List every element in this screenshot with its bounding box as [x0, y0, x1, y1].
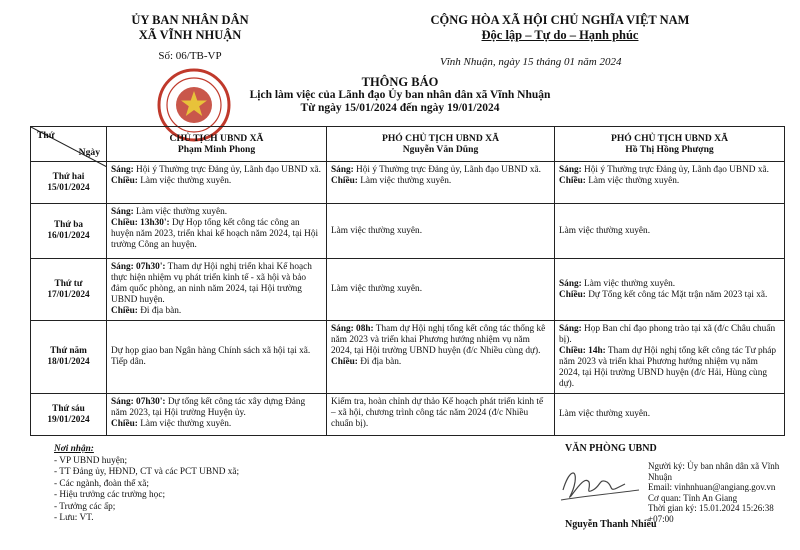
corner-label-bottom: Ngày: [78, 147, 100, 158]
schedule-cell: [107, 162, 327, 204]
signature-email: Email: vinhnhuan@angiang.gov.vn: [648, 482, 776, 492]
schedule-cell: [327, 204, 555, 259]
afternoon-label: Chiều:: [111, 176, 138, 186]
nation-name: CỘNG HÒA XÃ HỘI CHỦ NGHĨA VIỆT NAM: [430, 13, 690, 27]
morning-label: Sáng:: [559, 165, 582, 175]
schedule-text: Dự họp giao ban Ngân hàng Chính sách xã hội tại xã. Tiếp dân.: [111, 346, 311, 367]
title-line-3: Từ ngày 15/01/2024 đến ngày 19/01/2024: [300, 102, 500, 114]
afternoon-label: Chiều:: [111, 306, 138, 316]
signature-org: Cơ quan: Tỉnh An Giang: [648, 492, 738, 503]
morning-text: Hội ý Thường trực Đảng ủy, Lãnh đạo UBND xã.: [133, 165, 321, 175]
morning-text: Làm việc thường xuyên.: [133, 207, 228, 217]
day-name: Thứ ba: [53, 220, 84, 230]
table-row: [31, 259, 785, 321]
column-header: [555, 127, 785, 162]
afternoon-text: Làm việc thường xuyên.: [357, 176, 452, 186]
schedule-cell: [555, 162, 785, 204]
recipients-label: Nơi nhận:: [54, 444, 94, 454]
place-date: Vĩnh Nhuận, ngày 15 tháng 01 năm 2024: [440, 56, 622, 68]
column-role: PHÓ CHỦ TỊCH UBND XÃ: [610, 133, 729, 144]
afternoon-text: Làm việc thường xuyên.: [137, 419, 232, 429]
afternoon-text: Làm việc thường xuyên.: [585, 176, 680, 186]
list-item: - VP UBND huyện;: [54, 455, 128, 466]
schedule-cell: [555, 394, 785, 436]
day-date: 16/01/2024: [47, 231, 90, 241]
list-item: - Hiệu trưởng các trường học;: [54, 490, 166, 500]
day-name: Thứ tư: [54, 278, 83, 289]
day-date: 18/01/2024: [47, 357, 90, 367]
schedule-table: [30, 126, 785, 436]
corner-cell: [31, 127, 107, 162]
table-row: [31, 204, 785, 259]
handwritten-signature-icon: [555, 460, 645, 510]
afternoon-text: Dự Họp tổng kết công tác công an huyện năm 2023, triển khai kế hoạch năm 2024, tại Hội trường Công an huyện.: [111, 218, 319, 250]
day-cell: [31, 321, 107, 394]
day-cell: [31, 204, 107, 259]
national-motto: Độc lập – Tự do – Hạnh phúc: [481, 28, 639, 42]
morning-text: Tham dự Hội nghị triển khai Kế hoạch thực hiện nhiệm vụ phát triển kinh tế - xã hội và bảo đảm quốc phòng, an ninh năm 2024, tại Hội trường UBND huyện.: [111, 262, 312, 305]
morning-label: Sáng:: [111, 207, 134, 217]
day-cell: [31, 162, 107, 204]
column-person: Hồ Thị Hồng Phượng: [625, 144, 714, 155]
column-role: CHỦ TỊCH UBND XÃ: [169, 133, 264, 144]
morning-label: Sáng: 08h:: [331, 324, 374, 334]
table-row: [31, 394, 785, 436]
column-header: [327, 127, 555, 162]
list-item: - Lưu: VT.: [54, 513, 94, 523]
agency-header: [90, 13, 290, 64]
day-date: 15/01/2024: [47, 182, 90, 193]
day-name: Thứ hai: [52, 171, 85, 182]
schedule-cell: [327, 394, 555, 436]
day-name: Thứ năm: [50, 346, 87, 356]
column-person: Nguyễn Văn Dũng: [402, 144, 479, 155]
signature-time: Thời gian ký: 15.01.2024 15:26:38 +07:00: [648, 503, 774, 524]
day-name: Thứ sáu: [52, 403, 85, 414]
afternoon-label: Chiều:: [559, 176, 586, 186]
morning-label: Sáng:: [331, 165, 354, 175]
schedule-text: Làm việc thường xuyên.: [559, 409, 651, 419]
morning-text: Hội ý Thường trực Đảng ủy, Lãnh đạo UBND xã.: [353, 165, 541, 175]
notice-title: [0, 76, 800, 115]
afternoon-label: Chiều: 14h:: [559, 346, 606, 356]
recipients-block: [54, 444, 239, 525]
signer-name: Nguyễn Thanh Nhiều: [565, 519, 657, 530]
list-item: - Các ngành, đoàn thể xã;: [54, 478, 150, 489]
morning-label: Sáng:: [559, 278, 582, 289]
schedule-cell: [555, 321, 785, 394]
afternoon-label: Chiều: 13h30':: [111, 218, 170, 228]
table-header-row: [31, 127, 785, 162]
morning-label: Sáng: 07h30':: [111, 397, 166, 407]
afternoon-label: Chiều:: [331, 176, 358, 186]
schedule-cell: [327, 259, 555, 321]
schedule-cell: [107, 204, 327, 259]
agency-line-2: XÃ VĨNH NHUẬN: [138, 28, 242, 42]
morning-text: Tham dự Hội nghị tổng kết công tác thống kê năm 2023 và triển khai Phương hướng nhiệm vụ năm 2024, tại Hội trường UBND huyện (đ/c Nhiều cùng dự).: [331, 324, 546, 356]
column-role: PHÓ CHỦ TỊCH UBND XÃ: [381, 133, 500, 144]
nation-header: [350, 13, 770, 43]
list-item: - Trưởng các ấp;: [54, 501, 116, 512]
schedule-cell: [107, 259, 327, 321]
afternoon-text: Dự Tổng kết công tác Mặt trận năm 2023 tại xã.: [585, 289, 768, 300]
list-item: - TT Đảng ủy, HĐND, CT và các PCT UBND xã;: [54, 467, 240, 477]
morning-text: Họp Ban chỉ đạo phong trào tại xã (đ/c Châu chuẩn bị).: [559, 324, 776, 345]
office-name: VĂN PHÒNG UBND: [565, 443, 657, 454]
table-row: [31, 162, 785, 204]
schedule-cell: [555, 259, 785, 321]
day-cell: [31, 394, 107, 436]
morning-text: Hội ý Thường trực Đảng ủy, Lãnh đạo UBND xã.: [581, 165, 769, 175]
schedule-cell: [107, 321, 327, 394]
schedule-cell: [107, 394, 327, 436]
afternoon-label: Chiều:: [559, 289, 586, 300]
morning-label: Sáng: 07h30':: [111, 262, 166, 272]
afternoon-label: Chiều:: [331, 357, 358, 367]
morning-text: Làm việc thường xuyên.: [581, 278, 676, 289]
title-line-2: Lịch làm việc của Lãnh đạo Ủy ban nhân dân xã Vĩnh Nhuận: [249, 89, 551, 101]
schedule-text: Làm việc thường xuyên.: [559, 225, 651, 236]
digital-signature-info: [648, 461, 798, 524]
afternoon-text: Tham dự Hội nghị tổng kết công tác Tư pháp năm 2023 và triển khai Phương hướng nhiệm vụ năm 2024, tại Hội trường UBND huyện (đ/c Hải, Hùng cùng dự).: [559, 346, 777, 389]
corner-label-top: Thứ: [37, 130, 55, 141]
schedule-text: Làm việc thường xuyên.: [331, 284, 423, 294]
morning-text: Dự tổng kết công tác xây dựng Đảng năm 2023, tại Hội trường Huyện ủy.: [111, 397, 306, 418]
signed-by: Người ký: Ủy ban nhân dân xã Vĩnh Nhuận: [648, 461, 780, 482]
day-date: 17/01/2024: [47, 289, 90, 300]
agency-line-1: ỦY BAN NHÂN DÂN: [131, 13, 249, 27]
schedule-text: Làm việc thường xuyên.: [331, 225, 423, 236]
title-line-1: THÔNG BÁO: [361, 75, 439, 89]
afternoon-text: Đi địa bàn.: [357, 357, 402, 367]
column-person: Phạm Minh Phong: [177, 144, 256, 155]
schedule-text: Kiểm tra, hoàn chỉnh dự thảo Kế hoạch phát triển kinh tế – xã hội, chương trình công tác năm 2024 (đ/c Nhiều chuẩn bị).: [331, 397, 544, 429]
afternoon-text: Đi địa bàn.: [137, 306, 182, 316]
schedule-cell: [327, 321, 555, 394]
table-row: [31, 321, 785, 394]
morning-label: Sáng:: [111, 165, 134, 175]
afternoon-label: Chiều:: [111, 419, 138, 429]
afternoon-text: Làm việc thường xuyên.: [137, 176, 232, 186]
day-cell: [31, 259, 107, 321]
schedule-cell: [555, 204, 785, 259]
column-header: [107, 127, 327, 162]
morning-label: Sáng:: [559, 324, 582, 334]
schedule-cell: [327, 162, 555, 204]
document-number: Số: 06/TB-VP: [158, 50, 222, 62]
day-date: 19/01/2024: [47, 414, 90, 425]
